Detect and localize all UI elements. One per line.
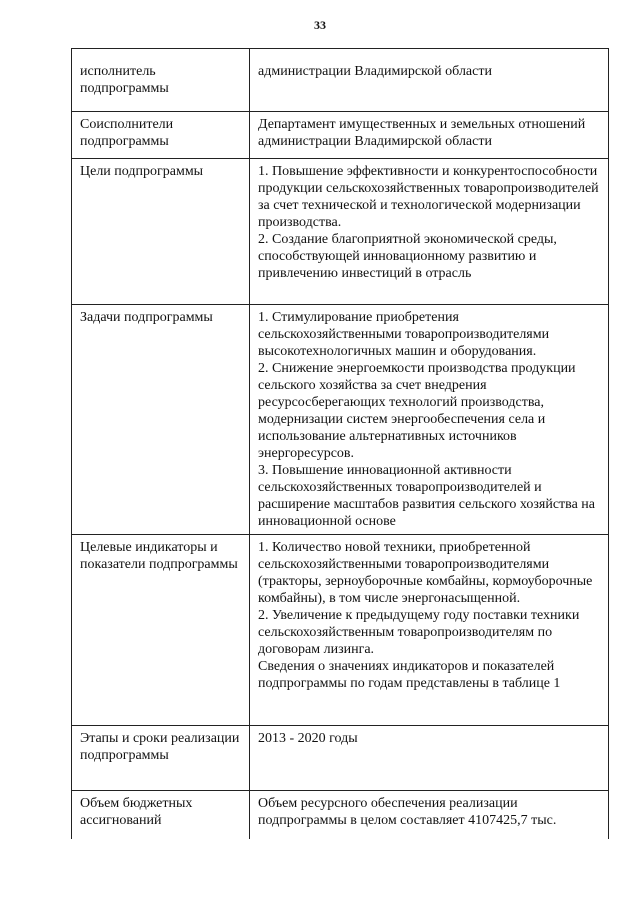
value-paragraph: 1. Количество новой техники, приобретенной сельскохозяйственными товаропроизводителями (тракторы, зерноуборочные комбайны, кормоуборочные комбайны), в том числе энергонасыщенной. xyxy=(258,540,593,606)
value-paragraph: 1. Стимулирование приобретения сельскохозяйственными товаропроизводителями высокотехнологичных машин и оборудования. xyxy=(258,310,550,359)
row-value xyxy=(250,791,609,840)
value-paragraph: 2. Создание благоприятной экономической среды, способствующей инновационному развитию и привлечению инвестиций в отрасль xyxy=(258,232,557,281)
value-paragraph: 1. Повышение эффективности и конкурентоспособности продукции сельскохозяйственных товаропроизводителей за счет технической и технологической модернизации производства. xyxy=(258,164,599,230)
row-label: Задачи подпрограммы xyxy=(72,305,250,535)
row-value xyxy=(250,726,609,791)
table-row-stages-terms xyxy=(72,726,609,791)
table-row-budget-allocations xyxy=(72,791,609,840)
table-row-indicators xyxy=(72,535,609,726)
row-label: Объем бюджетных ассигнований xyxy=(72,791,250,840)
value-paragraph: 3. Повышение инновационной активности сельскохозяйственных товаропроизводителей и расширение масштабов развития сельского хозяйства на инновационной основе xyxy=(258,463,595,529)
value-paragraph: администрации Владимирской области xyxy=(258,64,492,79)
table-row-tasks xyxy=(72,305,609,535)
value-paragraph: Департамент имущественных и земельных отношений администрации Владимирской области xyxy=(258,117,586,149)
subprogram-passport-table xyxy=(71,48,609,839)
row-label: Этапы и сроки реализации подпрограммы xyxy=(72,726,250,791)
row-value xyxy=(250,112,609,159)
table-row-co-executors xyxy=(72,112,609,159)
value-paragraph: Сведения о значениях индикаторов и показателей подпрограммы по годам представлены в таблице 1 xyxy=(258,659,561,691)
row-value xyxy=(250,49,609,112)
row-label: исполнитель подпрограммы xyxy=(72,49,250,112)
table-row-goals xyxy=(72,159,609,305)
row-label: Соисполнители подпрограммы xyxy=(72,112,250,159)
value-paragraph: 2. Увеличение к предыдущему году поставки техники сельскохозяйственным товаропроизводителям по договорам лизинга. xyxy=(258,608,580,657)
value-paragraph: 2. Снижение энергоемкости производства продукции сельского хозяйства за счет внедрения ресурсосберегающих технологий производства, модернизации систем энергообеспечения села и использование альтернативных источников энергоресурсов. xyxy=(258,361,576,461)
row-label: Цели подпрограммы xyxy=(72,159,250,305)
page-number: 33 xyxy=(314,18,326,32)
value-paragraph: Объем ресурсного обеспечения реализации подпрограммы в целом составляет 4107425,7 тыс. xyxy=(258,796,557,828)
row-value xyxy=(250,159,609,305)
row-label: Целевые индикаторы и показатели подпрограммы xyxy=(72,535,250,726)
row-value xyxy=(250,535,609,726)
table-row-executor xyxy=(72,49,609,112)
value-paragraph: 2013 - 2020 годы xyxy=(258,731,358,746)
row-value xyxy=(250,305,609,535)
